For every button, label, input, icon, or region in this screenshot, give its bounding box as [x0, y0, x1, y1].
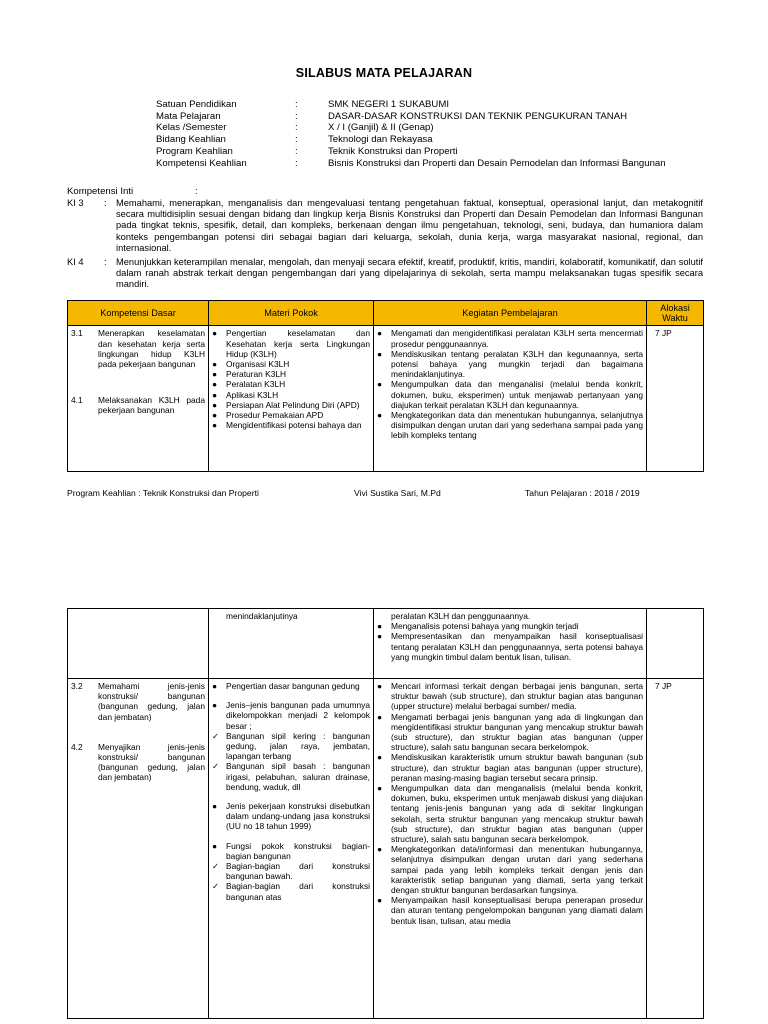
- bullet-icon: ●: [377, 711, 383, 722]
- ki-text: Memahami, menerapkan, menganalisis dan mengevaluasi tentang pengetahuan faktual, konseptual, operasional lanjut, dan metakognitif secara multidisiplin sesuai dengan bidang dan lingkup kerja Bisnis Konstruksi dan Properti dan Desain Pemodelan dan Informasi Bangunan pada tingkat teknis, spesifik, detail, dan kompleks, berkenaan dengan ilmu pengetahuan, teknologi, seni, budaya, dan humaniora dalam konteks pengembangan potensi diri sebagai bagian dari keluarga, sekolah, dunia kerja, warga masyarakat nasional, regional, dan internasional.: [116, 198, 703, 253]
- bullet-icon: ●: [377, 844, 383, 855]
- bullet-icon: ●: [377, 752, 383, 763]
- list-item: [212, 400, 370, 410]
- kd-text: Menerapkan keselamatan dan kesehatan kerja serta lingkungan hidup K3LH pada pekerjaan bangunan: [98, 328, 205, 370]
- bullet-icon: ●: [377, 895, 383, 906]
- materi-list: [212, 328, 370, 430]
- kd-item: [71, 742, 205, 783]
- meta-value: Bisnis Konstruksi dan Properti dan Desain Pemodelan dan Informasi Bangunan: [328, 157, 666, 169]
- list-item-text: Bangunan sipil basah : bangunan irigasi, pelabuhan, saluran drainase, bendung, waduk, dll: [226, 761, 370, 792]
- bullet-icon: ●: [212, 681, 218, 691]
- kd-item: [71, 328, 205, 369]
- kegiatan-list: [377, 328, 643, 440]
- syllabus-meta: [156, 99, 666, 169]
- ki-heading: [67, 186, 198, 197]
- list-item-text: Persiapan Alat Pelindung Diri (APD): [226, 399, 360, 410]
- footer-program: Program Keahlian : Teknik Konstruksi dan Properti: [67, 488, 259, 498]
- ki-colon: :: [104, 198, 107, 208]
- bullet-icon: ●: [377, 783, 383, 794]
- meta-row: [156, 99, 666, 111]
- meta-row: [156, 158, 666, 170]
- ki-code: KI 4: [67, 257, 84, 267]
- kd-item: [71, 681, 205, 722]
- list-item-text: Mengamati dan mengidentifikasi peralatan K3LH serta mencermati prosedur penggunaannya.: [391, 328, 643, 349]
- list-item: [377, 410, 643, 441]
- list-item: [377, 844, 643, 895]
- meta-label: Kelas /Semester: [156, 122, 227, 134]
- list-item-text: Fungsi pokok konstruksi bagian-bagian bangunan: [226, 840, 370, 861]
- list-item-text: Bagian-bagian dari konstruksi bangunan atas: [226, 881, 370, 902]
- bullet-icon: ●: [212, 369, 218, 380]
- meta-row: [156, 111, 666, 123]
- list-item-text: Peraturan K3LH: [226, 369, 287, 380]
- meta-value: DASAR-DASAR KONSTRUKSI DAN TEKNIK PENGUKURAN TANAH: [328, 110, 628, 122]
- aw-cell: [647, 609, 704, 679]
- list-item-text: Pengertian dasar bangunan gedung: [226, 681, 360, 691]
- list-item: [212, 420, 370, 430]
- kd-text: Melaksanakan K3LH pada pekerjaan bangunan: [98, 395, 205, 416]
- meta-value: X / I (Ganjil) & II (Genap): [328, 122, 434, 134]
- materi-list: [212, 681, 370, 902]
- list-item-text: Menyampaikan hasil konseptualisasi berupa penerapan prosedur dan aturan tentang pengelompokan bangunan yang diamati dalam bentuk lisan, tulisan, atau media: [391, 895, 643, 926]
- list-item: [377, 328, 643, 348]
- check-icon: ✓: [212, 861, 220, 872]
- bullet-icon: ●: [212, 379, 218, 390]
- bullet-icon: ●: [212, 410, 218, 421]
- materi-continued: menindaklanjutinya: [226, 611, 298, 621]
- bullet-icon: ●: [377, 328, 383, 339]
- list-item-text: Pengertian keselamatan dan Kesehatan kerja serta Lingkungan Hidup (K3LH): [226, 328, 370, 359]
- footer-year: Tahun Pelajaran : 2018 / 2019: [525, 488, 640, 498]
- bullet-icon: ●: [377, 681, 383, 691]
- bullet-icon: ●: [212, 399, 218, 410]
- mp-cell: [209, 326, 374, 472]
- list-item-text: Mendiskusikan karakteristik umum struktur bawah bangunan (sub structure), dan struktur bagian atas bangunan (upper structure), peranan masing-masing bagian tersebut secara prinsip.: [391, 752, 643, 783]
- ki-text: Menunjukkan keterampilan menalar, mengolah, dan menyaji secara efektif, kreatif, produktif, kritis, mandiri, kolaboratif, komunikatif, dan solutif dalam ranah abstrak terkait dengan pengembangan dari yang dipelajarinya di sekolah, serta mampu melaksanakan tugas spesifik secara mandiri.: [116, 257, 703, 290]
- list-item-text: Mempresentasikan dan menyampaikan hasil konseptualisasi tentang peralatan K3LH dan penggunaannya, serta potensi bahaya yang mungkin timbul dalam bentuk lisan, tulisan.: [391, 631, 643, 662]
- list-item: [212, 761, 370, 792]
- meta-label: Kompetensi Keahlian: [156, 157, 247, 169]
- kd-text: Memahami jenis-jenis konstruksi/ bangunan (bangunan gedung, jalan dan jembatan): [98, 681, 205, 722]
- list-item: [377, 895, 643, 926]
- kd-number: 4.1: [71, 395, 83, 406]
- ki-heading-label: Kompetensi Inti: [67, 186, 134, 197]
- page-title: SILABUS MATA PELAJARAN: [295, 66, 473, 80]
- list-item-text: Mendiskusikan tentang peralatan K3LH dan kegunaannya, serta potensi bahaya yang mungkin terjadi dan bagaimana menindaklanjutinya.: [391, 348, 643, 380]
- kd-cell: [68, 679, 209, 1019]
- list-item-text: Organisasi K3LH: [226, 359, 290, 370]
- ki-3: [67, 198, 703, 254]
- list-item-text: Mengumpulkan data dan menganalisi (melalui benda konkrit, dokumen, buku, eksperimen) untuk menjawab pertanyaan yang diajukan terkait peralatan K3LH dan kegunaannya.: [391, 379, 643, 410]
- ki-colon: :: [104, 257, 107, 267]
- kd-cell: [68, 609, 209, 679]
- kd-cell: [68, 326, 209, 472]
- kd-number: 4.2: [71, 741, 83, 752]
- bullet-icon: ●: [212, 328, 218, 339]
- bullet-icon: ●: [212, 700, 218, 711]
- meta-colon: :: [295, 157, 298, 169]
- list-item: [377, 783, 643, 844]
- meta-value: SMK NEGERI 1 SUKABUMI: [328, 99, 450, 110]
- list-item: [212, 801, 370, 832]
- meta-row: [156, 134, 666, 146]
- list-item: [212, 681, 370, 691]
- list-item-text: Mengamati berbagai jenis bangunan yang ada di lingkungan dan mengidentifikasi struktur bangunan yang mencakup struktur bawah (sub structure), dan struktur bagian atas bangunan (upper structure), salah satu bangunan secara berkelompok.: [391, 711, 643, 753]
- kegiatan-list: [377, 621, 643, 662]
- syllabus-table-2: [67, 608, 704, 1019]
- check-icon: ✓: [212, 881, 220, 892]
- list-item-text: Mengidentifikasi potensi bahaya dan: [226, 420, 362, 431]
- meta-value: Teknik Konstruksi dan Properti: [328, 145, 458, 157]
- footer-author: Vivi Sustika Sari, M.Pd: [354, 488, 441, 498]
- list-item: [212, 379, 370, 389]
- meta-label: Bidang Keahlian: [156, 134, 226, 146]
- kegiatan-continued: peralatan K3LH dan penggunaannya.: [391, 611, 531, 621]
- bullet-icon: ●: [377, 631, 383, 642]
- bullet-icon: ●: [377, 348, 383, 359]
- list-item-text: Mengumpulkan data dan menganalisis (melalui benda konkrit, dokumen, buku, eksperimen untuk menjawab diskusi yang diajukan tentang jenis-jenis bangunan yang ada di sekitar lingkungan sekolah, serta struktur bangunan yang mencakup struktur bawah (sub structure), dan struktur bagian atas bangunan (upper structure), salah satu bangunan secara berkelompok.: [391, 783, 643, 845]
- meta-colon: :: [295, 122, 298, 134]
- mp-cell: [209, 609, 374, 679]
- kp-cell: [374, 609, 647, 679]
- mp-cell: [209, 679, 374, 1019]
- header-materi-pokok: Materi Pokok: [209, 301, 374, 326]
- list-item-text: Menganalisis potensi bahaya yang mungkin terjadi: [391, 621, 579, 632]
- list-item-text: Mengkategorikan data dan menentukan hubungannya, selanjutnya disimpulkan dengan urutan dari yang sederhana sampai pada yang lebih kompleks tentang: [391, 410, 643, 441]
- meta-label: Satuan Pendidikan: [156, 99, 237, 110]
- syllabus-table-1: [67, 300, 704, 472]
- list-item-text: Mencari informasi terkait dengan berbagai jenis bangunan, serta struktur bawah (sub structure), dan struktur bagian atas bangunan (upper structure) melalui berbagai sumber/ media.: [391, 681, 643, 712]
- list-item: [377, 379, 643, 410]
- bullet-icon: ●: [212, 359, 218, 370]
- ki-code: KI 3: [67, 198, 84, 208]
- list-item: [377, 631, 643, 662]
- meta-label: Program Keahlian: [156, 145, 233, 157]
- ki-4: [67, 257, 703, 291]
- list-item-text: Mengkategorikan data/informasi dan menentukan hubungannya, selanjutnya disimpulkan dengan urutan dari yang sederhana sampai pada yang lebih kompleks terkait dengan jenis dan karakteristik setiap bangunan yang diamati, serta yang terkait dengan struktur bangunan berdasarkan fungsinya.: [391, 844, 643, 896]
- list-item: [212, 328, 370, 359]
- list-item-text: Bagian-bagian dari konstruksi bangunan bawah.: [226, 861, 370, 882]
- meta-colon: :: [295, 145, 298, 157]
- meta-row: [156, 122, 666, 134]
- list-item: [212, 861, 370, 881]
- kp-cell: [374, 326, 647, 472]
- list-item: [377, 681, 643, 712]
- bullet-icon: ●: [212, 420, 218, 431]
- bullet-icon: ●: [377, 410, 383, 421]
- meta-colon: :: [295, 134, 298, 146]
- list-item-text: Bangunan sipil kering : bangunan gedung, jalan raya, jembatan, lapangan terbang: [226, 730, 370, 762]
- list-item: [212, 700, 370, 731]
- list-item: [377, 349, 643, 380]
- list-item: [212, 731, 370, 762]
- list-item: [212, 410, 370, 420]
- kd-item: [71, 395, 205, 415]
- meta-colon: :: [295, 110, 298, 122]
- ki-heading-colon: :: [195, 186, 198, 197]
- meta-row: [156, 146, 666, 158]
- check-icon: ✓: [212, 730, 220, 741]
- list-item: [212, 359, 370, 369]
- list-item-text: Jenis pekerjaan konstruksi disebutkan dalam undang-undang jasa konstruksi (UU no 18 tahun 1999): [226, 801, 370, 832]
- list-item-text: Peralatan K3LH: [226, 379, 286, 390]
- list-item: [212, 881, 370, 901]
- meta-value: Teknologi dan Rekayasa: [328, 134, 433, 146]
- list-item: [377, 621, 643, 631]
- list-item: [212, 390, 370, 400]
- bullet-icon: ●: [212, 840, 218, 851]
- list-item: [212, 841, 370, 861]
- kd-number: 3.1: [71, 328, 83, 339]
- header-kompetensi-dasar: Kompetensi Dasar: [68, 301, 209, 326]
- header-alokasi-waktu: Alokasi Waktu: [647, 301, 704, 326]
- check-icon: ✓: [212, 761, 220, 772]
- list-item-text: Jenis–jenis bangunan pada umumnya dikelompokkan menjadi 2 kelompok besar ;: [226, 700, 370, 731]
- kp-cell: [374, 679, 647, 1019]
- aw-cell: 7 JP: [647, 326, 704, 472]
- bullet-icon: ●: [377, 621, 383, 632]
- kegiatan-list: [377, 681, 643, 926]
- aw-cell: 7 JP: [647, 679, 704, 1019]
- bullet-icon: ●: [212, 801, 218, 812]
- bullet-icon: ●: [377, 379, 383, 390]
- list-item: [212, 369, 370, 379]
- list-item-text: Aplikasi K3LH: [226, 389, 279, 400]
- list-item-text: Prosedur Pemakaian APD: [226, 410, 324, 421]
- meta-colon: :: [295, 99, 298, 110]
- list-item: [377, 712, 643, 753]
- list-item: [377, 752, 643, 783]
- bullet-icon: ●: [212, 389, 218, 400]
- kd-number: 3.2: [71, 681, 83, 691]
- meta-label: Mata Pelajaran: [156, 110, 221, 122]
- kd-text: Menyajikan jenis-jenis konstruksi/ bangunan (bangunan gedung, jalan dan jembatan): [98, 741, 205, 783]
- header-kegiatan-pembelajaran: Kegiatan Pembelajaran: [374, 301, 647, 326]
